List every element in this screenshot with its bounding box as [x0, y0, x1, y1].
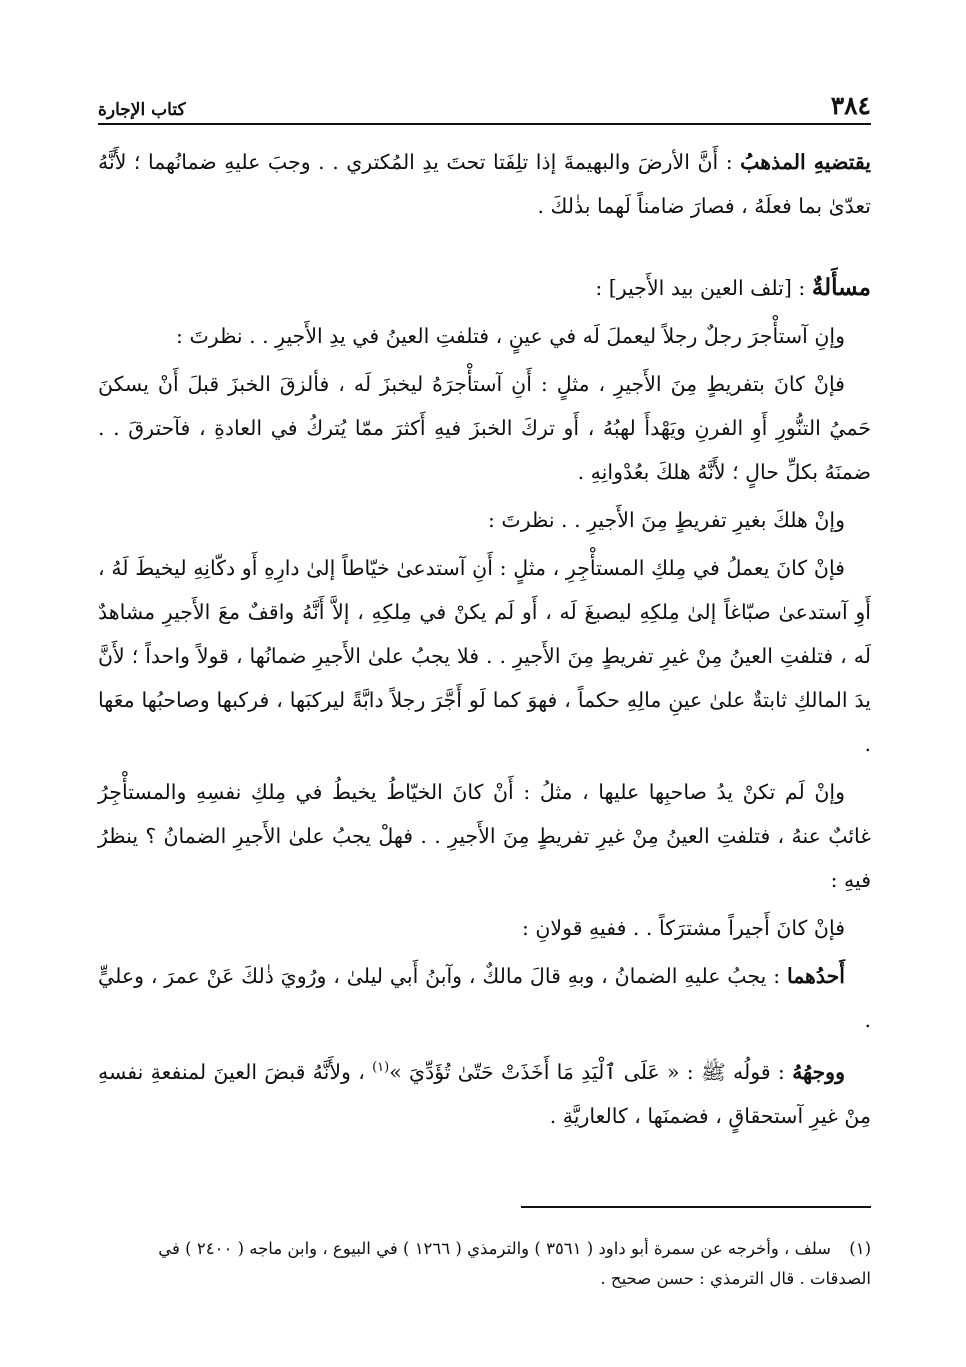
header-divider [98, 123, 871, 125]
footnote-divider [521, 1206, 871, 1208]
main-text [98, 140, 871, 1142]
paragraph-5: وإنْ هلكَ بغيرِ تفريطٍ مِنَ الأَجيرِ . . نظرتَ : [487, 508, 845, 532]
footnote [98, 1234, 871, 1294]
paragraph-7: وإنْ لَم تكنْ يدُ صاحبِها عليها ، مثلُ : أَنْ كانَ الخيّاطُ يخيطُ في مِلكِ نفسِهِ والمستأْجِرُ غائبٌ عنهُ ، فتلفتِ العينُ مِنْ غيرِ تفريطٍ مِنَ الأَجيرِ . . فهلْ يجبُ علىٰ الأَجيرِ الضمانُ ؟ ينظرُ فيهِ : [98, 780, 871, 892]
section-heading [98, 266, 871, 310]
paragraph-9 [98, 954, 871, 1042]
paragraph-4: فإنْ كانَ بتفريطٍ مِنَ الأَجيرِ ، مثلٍ : أَنِ آستأْجرَهُ ليخبزَ لَه ، فألزقَ الخبزَ قبلَ أَنْ يسكنَ حَميُ التنُّورِ أَوِ الفرنِ ويَهْدأَ لهبُهُ ، أَو تركَ الخبزَ فيهِ أَكثرَ ممّا يُتركُ في العادةِ ، فآحترقَ . . ضمنَهُ بكلِّ حالٍ ؛ لأَنَّهُ هلكَ بعُدْوانِهِ . [98, 372, 871, 484]
paragraph-1-lead: يقتضيهِ المذهبُ [740, 150, 871, 174]
footnote-number: (١) [849, 1239, 871, 1258]
paragraph-10 [98, 1046, 871, 1138]
footnote-reference[interactable]: (١) [372, 1060, 390, 1075]
page-header [98, 80, 871, 120]
heading-label: مسأَلةٌ [811, 274, 871, 301]
paragraph-1-text: : أَنَّ الأرضَ والبهيمةَ إذا تلِفَتا تحتَ يدِ المُكتري . . وجبَ عليهِ ضمانُهما ؛ لأَنَّهُ تعدّىٰ بما فعلَهُ ، فصارَ ضامناً لَهما بذٰلكَ . [98, 150, 871, 218]
paragraph-10-lead: ووجهُهُ [792, 1059, 845, 1084]
paragraph-10-text-a: : قولُه ﷺ : « عَلَى ٱلْيَدِ مَا أَخَذَتْ حَتّىٰ تُؤَدِّيَ » [389, 1059, 793, 1084]
running-title: كتاب الإجارة [98, 100, 186, 120]
paragraph-8: فإنْ كانَ أَجيراً مشترَكاً . . ففيهِ قولانِ : [521, 916, 845, 940]
footnote-text: سلف ، وأخرجه عن سمرة أبو داود ( ٣٥٦١ ) والترمذي ( ١٢٦٦ ) في البيوع ، وابن ماجه ( ٢٤٠٠ ) في الصدقات . قال الترمذي : حسن صحيح . [158, 1239, 871, 1288]
heading-title: : [تلف العين بيد الأَجير] : [595, 276, 812, 300]
paragraph-10-text-b: ، ولأَنَّهُ قبضَ العينَ لمنفعةِ نفسهِ مِنْ غيرِ آستحقاقٍ ، فضمنَها ، كالعاريَّةِ . [98, 1059, 871, 1128]
paragraph-9-lead: أَحدُهما [786, 964, 845, 988]
paragraph-6: فإنْ كانَ يعملُ في مِلكِ المستأْجِرِ ، مثلٍ : أَنِ آستدعىٰ خيّاطاً إلىٰ دارِهِ أَو دكّانِهِ ليخيطَ لَهُ ، أَوِ آستدعىٰ صبّاغاً إلىٰ مِلكِهِ ليصبغَ لَه ، أَو لَم يكنْ في مِلكِهِ ، إلاَّ أَنَّهُ واقفٌ معَ الأَجيرِ مشاهدٌ لَه ، فتلفتِ العينُ مِنْ غيرِ تفريطٍ مِنَ الأَجيرِ . . فلا يجبُ علىٰ الأَجيرِ ضمانُها ، قولاً واحداً ؛ لأَنَّ يدَ المالكِ ثابتةٌ علىٰ عينِ مالِهِ حكماً ، فهوَ كما لَو أَجَّرَ رجلاً دابَّةً ليركبَها ، فركبها وصاحبُها معَها . [98, 556, 871, 756]
paragraph-3: وإنِ آستأْجرَ رجلٌ رجلاً ليعملَ لَه في عينٍ ، فتلفتِ العينُ في يدِ الأَجيرِ . . نظرتَ : [176, 324, 845, 348]
paragraph-9-text: : يجبُ عليهِ الضمانُ ، وبهِ قالَ مالكٌ ، وآبنُ أَبي ليلىٰ ، ورُويَ ذٰلكَ عَنْ عمرَ ، وعليٍّ . [98, 964, 871, 1032]
paragraph-1 [98, 140, 871, 228]
page-number: ٣٨٤ [830, 91, 871, 120]
